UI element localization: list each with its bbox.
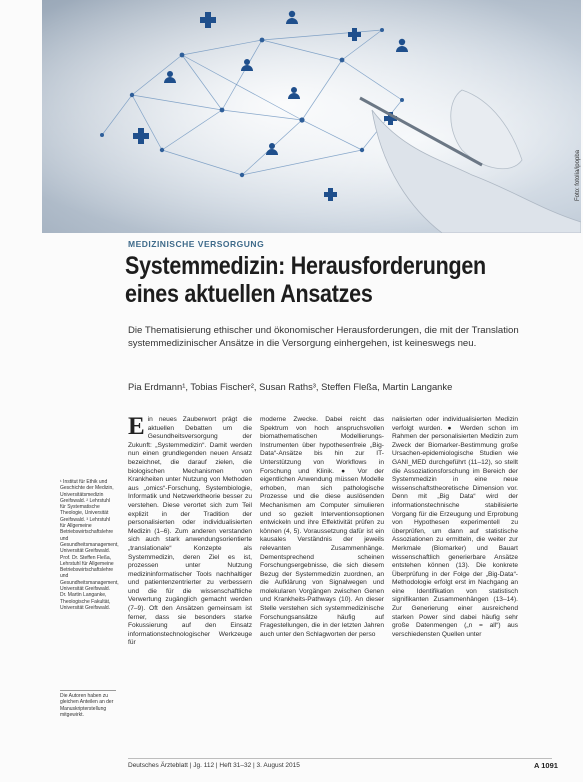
author-list: Pia Erdmann¹, Tobias Fischer², Susan Raths³, Steffen Fleßa, Martin Langanke — [128, 381, 453, 392]
column-3-text: nalisierten oder individualisierten Medizin verfolgt wurden. ● Werden schon im Rahmen der personalisierten Medizin zum Zweck der Biomarker-Bestimmung große Ursachen-epidemiologische Studien wie GANI_MED durchgeführt (11–12), so stellt die Assoziationsforschung im Bereich der Systemmedizin in eine neue wissenschaftstheoretische Dimension vor. Denn mit „Big Data“ wird der informationstechnische stabilisierte Vorgang für die Erzeugung und Erprobung von Hypothesen experimentell zu überprüfen, um dann auf statistische Assoziationen zu ermitteln, die weiter zur Merkmale (Biomarker) und Bauart wissenschaftlich generierbare Ansätze entstehen können (13). Die konkrete Überprüfung in der Folge der „Big-Data“-Methodologie erfolgt erst im Nachgang an eine Identifikation von statistisch signifikanten Zusammenhängen (13–14). Zur Generierung einer ausreichend starken Power sind dabei häufig sehr große Datenmengen („n = all“) aus verschiedensten Quellen unter — [392, 416, 518, 638]
column-1-text: in neues Zauberwort prägt die aktuellen Debatten um die Gesundheitsversorgung der Zukunft: „Systemmedizin“. Damit werden nun einen grundlegenden neuen Ansatz bezeichnet, die darauf zielen, die biologischen Mechanismen von Krankheiten unter Nutzung von Methoden aus „omics“-Forschung, Systembiologie, Informatik und Netzwerktheorie besser zu verstehen. Diese verortet sich zum Teil explizit in der Tradition der personalisierten oder individualisierten Medizin (1–6). Zum anderen verstanden sich auch stark anwendungsorientierte „translationale“ Konzepte als Systemmedizin, deren Ziel es ist, prozessen unter Nutzung medizininformatischer Tools nachhaltiger und patientenzentrierter zu verbessern und die für die wissenschaftliche Verwertung zugänglich gemacht werden (7–9). Oft den Ansätzen gemeinsam ist ferner, dass sie besonders starke Fokussierung auf den Einsatz informationstechnologischer Werkzeuge für — [128, 416, 252, 647]
section-kicker: MEDIZINISCHE VERSORGUNG — [128, 239, 265, 249]
journal-citation: Deutsches Ärzteblatt | Jg. 112 | Heft 31–32 | 3. August 2015 — [128, 762, 300, 769]
network-illustration — [42, 0, 581, 233]
footer-divider — [128, 758, 552, 759]
image-credit: Foto: fotolia/ipopba — [575, 150, 581, 202]
article-lead: Die Thematisierung ethischer und ökonomischer Herausforderungen, die mit der Translation systemmedizinischer Ansätze in die Versorgung einhergehen, ist keineswegs neu. — [128, 325, 519, 349]
text-column-2 — [260, 416, 384, 639]
author-contribution-note: Die Autoren haben zu gleichen Anteilen an der Manuskripterstellung mitgewirkt. — [60, 690, 116, 718]
page-number: A 1091 — [534, 761, 558, 770]
article-title: Systemmedizin: Herausforderungen eines aktuellen Ansatzes — [125, 252, 486, 308]
column-2-text: moderne Zwecke. Dabei reicht das Spektrum von hoch anspruchsvollen biomathematischen Modellierungs-Instrumenten über hypothesenfreie „Big-Data“-Ansätze bis hin zur IT-Unterstützung von Workflows in Forschung und Klinik. ● Vor der eigentlichen Anwendung müssen Modelle erhoben, man sich pathologische Prozesse und die diese auslösenden Mechanismen am Computer simulieren und so gezielt Interventionsoptionen entwickeln und ihre Effektivität prüfen zu können (4, 5). Voraussetzung dafür ist ein kausales Verständnis der jeweils relevanten Zusammenhänge. Dementsprechend scheinen Forschungsergebnisse, die sich diesem Bezug der Systemmedizin zuordnen, an die Aufklärung von Signalwegen und molekularen Vorgängen zwischen Genen und Krankheits-Pathways (10). An dieser Stelle verstehen sich systemmedizinische Forschungsansätze häufig auf Fragestellungen, die in der letzten Jahren auch unter den Schlagworten der perso — [260, 416, 384, 638]
text-column-1 — [128, 413, 252, 648]
text-column-3 — [392, 416, 518, 639]
author-affiliations: ¹ Institut für Ethik und Geschichte der Medizin, Universitätsmedizin Greifswald. ² Lehrstuhl für Systematische Theologie, Universität Greifswald. ³ Lehrstuhl für Allgemeine Betriebswirtschaftslehre und Gesundheitsmanagement, Universität Greifswald. Prof. Dr. Steffen Fleßa, Lehrstuhl für Allgemeine Betriebswirtschaftslehre und Gesundheitsmanagement, Universität Greifswald. Dr. Martin Langanke, Theologische Fakultät, Universität Greifswald. — [60, 479, 119, 611]
drop-cap: E — [128, 413, 145, 440]
hero-image — [42, 0, 581, 233]
